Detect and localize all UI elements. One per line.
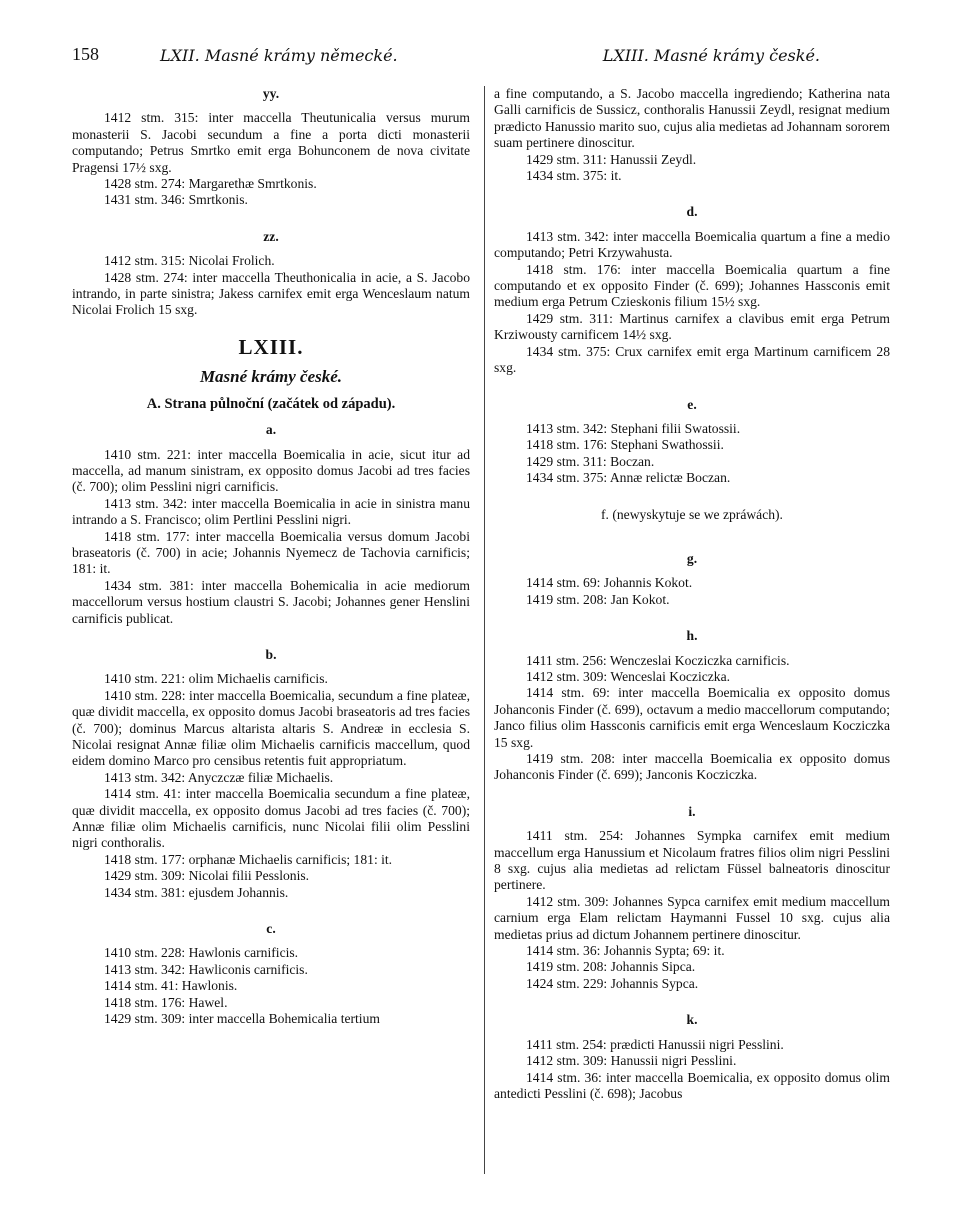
entry: 1434 stm. 381: inter maccella Bohemicalia in acie mediorum maccellorum versus hostium claustri S. Jacobi; Johannes gener Henslini carnificis publicat. xyxy=(72,577,470,626)
entry: 1414 stm. 41: Hawlonis. xyxy=(104,978,238,994)
entry: 1414 stm. 69: inter maccella Boemicalia ex opposito domus Johanconis Finder (č. 699), octavum a medio maccellorum computando; Janco filius olim Hassconis carnificis emit erga Wenceslaum Kocziczka 15 sxg. xyxy=(494,685,890,750)
entry: a fine computando, a S. Jacobo maccella ingrediendo; Katherina nata Galli carnificis de Sussicz, conthoralis Hanussii Zeydl, resignat medium prædicto Hanussio marito suo, cujus alia medietas ad Johannam sororem suam pertinere dinoscitur. xyxy=(494,86,890,151)
section-h: h. xyxy=(686,628,698,644)
entry: 1418 stm. 177: inter maccella Boemicalia versus domum Jacobi braseatoris (č. 700) in acie; Johannis Nyemecz de Tachovia carnificis; 181: it. xyxy=(72,528,470,577)
entry: 1418 stm. 176: Hawel. xyxy=(104,994,228,1010)
page-number: 158 xyxy=(72,44,99,64)
section-k: k. xyxy=(686,1012,698,1028)
entry: 1434 stm. 375: Crux carnifex emit erga Martinum carnificem 28 sxg. xyxy=(494,343,890,376)
section-c: c. xyxy=(266,921,276,937)
left-column xyxy=(72,86,470,1028)
section-g: g. xyxy=(686,550,698,566)
entry: 1410 stm. 228: Hawlonis carnificis. xyxy=(104,945,299,961)
entry: 1410 stm. 228: inter maccella Boemicalia, secundum a fine plateæ, quæ dividit maccella, ex opposito domus Jacobi braseatoris ad tres facies (č. 700); dominus Marcus altarista altaris S. Andreæ in ecclesia S. Nicolai resignat Annæ filiæ olim Michaelis carnificis maccellum, quod eidem domino Marco pro censibus retentis fuit appropriatum. xyxy=(72,687,470,769)
entry: 1411 stm. 254: Johannes Sympka carnifex emit medium maccellum erga Hanussium et Nicolaum fratres filios olim nigri Pesslini 8 sxg. cujus alia medietas ad relictam Füssel balneatoris dinoscitur pertinere. xyxy=(494,828,890,893)
entry: 1413 stm. 342: inter maccella Boemicalia in acie in sinistra manu intrando a S. Francisco; olim Pertlini Pesslini nigri. xyxy=(72,495,470,528)
entry: 1412 stm. 309: Johannes Sypca carnifex emit medium maccellum carnium erga Elam relictam Haymanni Fussel 10 sxg. cujus alia medietas prius ad dictum Johannem pertinere dinoscitur. xyxy=(494,893,890,942)
entry: 1434 stm. 381: ejusdem Johannis. xyxy=(104,884,289,900)
entry: 1428 stm. 274: Margarethæ Smrtkonis. xyxy=(104,176,317,192)
section-i: i. xyxy=(688,803,696,819)
entry: 1418 stm. 177: orphanæ Michaelis carnificis; 181: it. xyxy=(104,851,393,867)
entry: 1418 stm. 176: Stephani Swathossii. xyxy=(526,437,724,453)
entry: 1410 stm. 221: inter maccella Boemicalia in acie, sicut itur ad maccella, ad manum sinistram, ex opposito domus Jacobi ad tres facies (č. 700); olim Pesslini nigri carnificis. xyxy=(72,446,470,495)
entry: 1419 stm. 208: Johannis Sipca. xyxy=(526,959,696,975)
section-yy: yy. xyxy=(262,86,280,101)
entry: 1429 stm. 309: Nicolai filii Pesslonis. xyxy=(104,868,310,884)
chapter-title: Masné krámy české. xyxy=(199,367,343,387)
section-f: f. (newyskytuje se we zpráwách). xyxy=(601,506,783,522)
entry: 1410 stm. 221: olim Michaelis carnificis. xyxy=(104,671,328,687)
entry: 1411 stm. 256: Wenczeslai Kocziczka carnificis. xyxy=(526,652,790,668)
chapter-number: LXIII. xyxy=(238,334,304,359)
section-b: b. xyxy=(265,646,277,662)
entry: 1419 stm. 208: Jan Kokot. xyxy=(526,591,670,607)
section-d: d. xyxy=(686,204,698,220)
entry: 1429 stm. 311: Hanussii Zeydl. xyxy=(526,151,697,167)
right-column xyxy=(494,86,890,1102)
entry: 1414 stm. 36: Johannis Sypta; 69: it. xyxy=(526,943,725,959)
entry: 1412 stm. 309: Hanussii nigri Pesslini. xyxy=(526,1053,737,1069)
entry: 1434 stm. 375: it. xyxy=(526,168,622,184)
column-divider xyxy=(484,86,485,1174)
entry: 1424 stm. 229: Johannis Sypca. xyxy=(526,975,699,991)
section-zz: zz. xyxy=(263,228,279,244)
entry: 1414 stm. 36: inter maccella Boemicalia, ex opposito domus olim antedicti Pesslini (č. 698); Jacobus xyxy=(494,1069,890,1101)
header-right-title: LXIII. Masné krámy české. xyxy=(602,46,820,65)
entry: 1429 stm. 311: Martinus carnifex a clavibus emit erga Petrum Krziwousty carnificem 14½ sxg. xyxy=(494,310,890,343)
entry: 1428 stm. 274: inter maccella Theuthonicalia in acie, a S. Jacobo intrando, in parte sinistra; Jakess carnifex emit erga Wenceslaum natum Nicolai Frolich 15 sxg. xyxy=(72,269,470,318)
entry: 1419 stm. 208: inter maccella Boemicalia ex opposito domus Johanconis Finder (č. 699); Janconis Kocziczka. xyxy=(494,751,890,783)
entry: 1413 stm. 342: Hawliconis carnificis. xyxy=(104,961,308,977)
entry: 1413 stm. 342: Anyczczæ filiæ Michaelis. xyxy=(104,769,334,785)
running-header xyxy=(72,44,892,70)
entry: 1412 stm. 315: Nicolai Frolich. xyxy=(104,253,275,269)
entry: 1418 stm. 176: inter maccella Boemicalia quartum a fine computando et ex opposito Finder (č. 699); Johannes Hassconis emit medium erga Petrum Czieskonis filium 15½ sxg. xyxy=(494,261,890,310)
entry: 1431 stm. 346: Smrtkonis. xyxy=(104,192,248,208)
entry: 1429 stm. 309: inter maccella Bohemicalia tertium xyxy=(104,1011,380,1027)
entry: 1412 stm. 309: Wenceslai Kocziczka. xyxy=(526,668,731,684)
entry: 1414 stm. 69: Johannis Kokot. xyxy=(526,575,693,591)
section-a: a. xyxy=(265,422,277,438)
entry: 1434 stm. 375: Annæ relictæ Boczan. xyxy=(526,470,731,486)
entry: 1413 stm. 342: Stephani filii Swatossii. xyxy=(526,420,741,436)
entry: 1413 stm. 342: inter maccella Boemicalia quartum a fine a medio computando; Petri Krzywahusta. xyxy=(494,228,890,261)
section-e: e. xyxy=(687,396,697,412)
entry: 1429 stm. 311: Boczan. xyxy=(526,453,655,469)
header-left-title: LXII. Masné krámy německé. xyxy=(160,46,398,65)
entry: 1411 stm. 254: prædicti Hanussii nigri Pesslini. xyxy=(526,1036,784,1052)
part-heading: A. Strana půlnoční (začátek od západu). xyxy=(146,395,396,412)
entry: 1414 stm. 41: inter maccella Boemicalia secundum a fine plateæ, quæ dividit maccella, ex opposito domus Jacobi ad tres facies (č. 700); Annæ filiæ olim Michaelis carnificis, nunc Nicolai filii olim Pesslini nigri conthoralis. xyxy=(72,786,470,851)
entry: 1412 stm. 315: inter maccella Theutunicalia versus murum monasterii S. Jacobi secundum a fine a porta dicti monasterii computando; Petrus Smrtko emit erga Bohunconem de nova civitate Pragensi 17½ sxg. xyxy=(72,110,470,175)
